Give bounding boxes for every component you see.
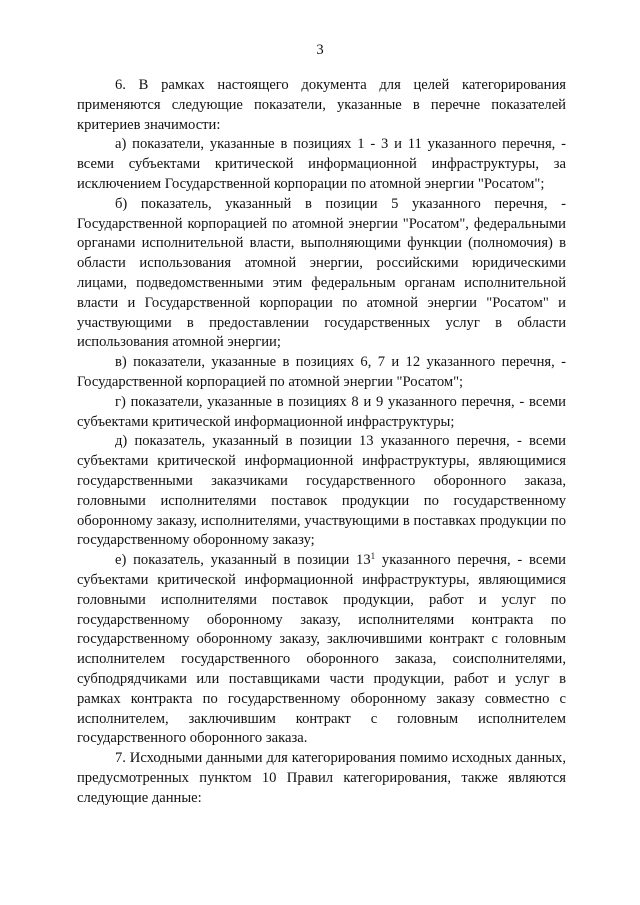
item-e-text-end: указанного перечня, - всеми субъектами критической информационной инфраструктуры, являющимися головными исполнителями поставок продукции, работ и услуг по государственному оборонному заказу, исполнителями контракта по государственному оборонному заказу, заключившими контракт с головным исполнителем государственного оборонного заказа, соисполнителями, субподрядчиками или поставщиками части продукции, работ и услуг в рамках контракта по государственному оборонному заказу совместно с исполнителем, заключившим контракт с головным исполнителем государственного оборонного заказа. bbox=[77, 552, 566, 747]
item-b: б) показатель, указанный в позиции 5 указанного перечня, - Государственной корпорацией по атомной энергии "Росатом", федеральными органами исполнительной власти, выполняющими функции (полномочия) в области использования атомной энергии, российскими юридическими лицами, подведомственными этим федеральным органам исполнительной власти и Государственной корпорации по атомной энергии "Росатом" и участвующими в предоставлении государственных услуг в области использования атомной энергии; bbox=[77, 195, 566, 351]
item-a: а) показатели, указанные в позициях 1 - 3 и 11 указанного перечня, - всеми субъектами критической информационной инфраструктуры, за исключением Государственной корпорации по атомной энергии "Росатом"; bbox=[77, 136, 566, 192]
superscript-index: 1 bbox=[370, 551, 376, 562]
paragraph-6: 6. В рамках настоящего документа для целей категорирования применяются следующие показатели, указанные в перечне показателей критериев значимости: bbox=[77, 77, 566, 133]
page-number: 3 bbox=[316, 42, 324, 58]
item-g: г) показатели, указанные в позициях 8 и 9 указанного перечня, - всеми субъектами критической информационной инфраструктуры; bbox=[77, 393, 566, 430]
paragraph-7: 7. Исходными данными для категорирования помимо исходных данных, предусмотренных пунктом 10 Правил категорирования, также являются следующие данные: bbox=[77, 750, 566, 806]
item-e-text-start: е) показатель, указанный в позиции 13 bbox=[115, 552, 371, 569]
item-v: в) показатели, указанные в позициях 6, 7 и 12 указанного перечня, - Государственной корпорацией по атомной энергии "Росатом"; bbox=[77, 354, 566, 390]
item-d: д) показатель, указанный в позиции 13 указанного перечня, - всеми субъектами критической информационной инфраструктуры, являющимися государственными заказчиками государственного оборонного заказа, головными исполнителями поставок продукции по государственному оборонному заказу, исполнителями, участвующими в поставках продукции по государственному оборонному заказу; bbox=[77, 433, 566, 549]
item-e bbox=[77, 551, 566, 749]
document-body bbox=[77, 76, 566, 808]
